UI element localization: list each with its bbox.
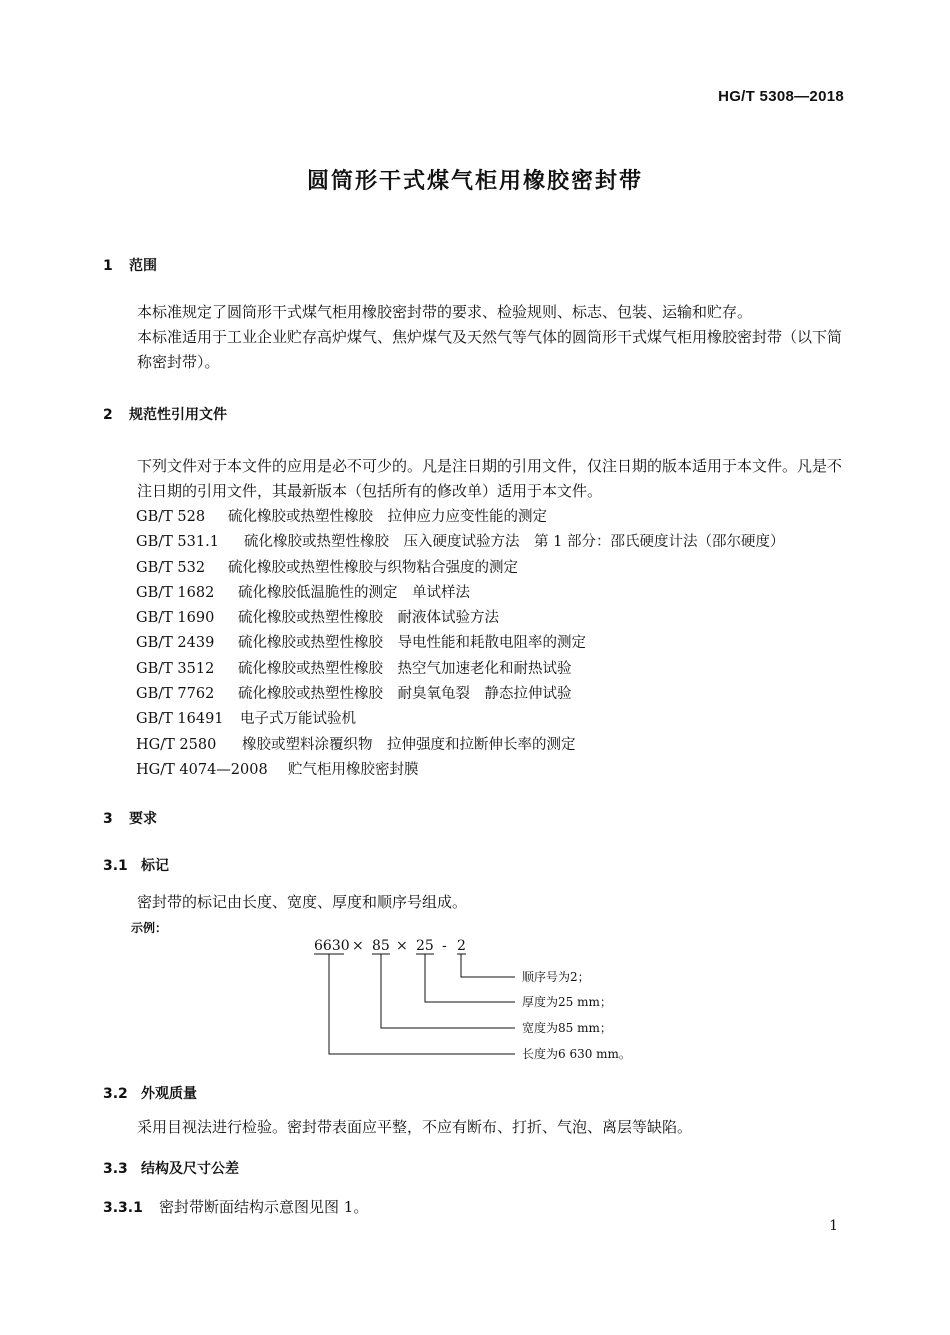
reference-title: 硫化橡胶低温脆性的测定 单试样法: [238, 584, 470, 601]
reference-code: GB/T 528: [136, 509, 206, 525]
leader-thickness: [425, 954, 515, 1002]
section-1-body: [103, 300, 848, 375]
section-3-2-body: [103, 1115, 848, 1140]
note-sequence: 顺序号为2；: [522, 970, 590, 984]
reference-title: 硫化橡胶或热塑性橡胶 热空气加速老化和耐热试验: [238, 660, 572, 677]
reference-list: [136, 505, 784, 783]
reference-title: 硫化橡胶或热塑性橡胶与织物粘合强度的测定: [228, 559, 518, 576]
standard-code: HG/T 5308—2018: [718, 88, 844, 105]
paragraph: 采用目视法进行检验。密封带表面应平整，不应有断布、打折、气泡、离层等缺陷。: [137, 1118, 693, 1136]
reference-item: [136, 530, 784, 555]
section-number: 1: [103, 258, 113, 274]
section-title: 外观质量: [141, 1086, 197, 1102]
section-3-1-body: [103, 890, 848, 915]
marking-sequence: 2: [457, 938, 466, 954]
section-title: 标记: [141, 858, 169, 874]
note-thickness: 厚度为25 mm；: [522, 995, 612, 1009]
marking-width: 85: [372, 938, 390, 954]
reference-code: GB/T 7762: [136, 686, 215, 703]
reference-item: [136, 657, 784, 682]
note-width: 宽度为85 mm；: [522, 1021, 612, 1035]
marking-example-diagram: [300, 932, 660, 1067]
section-number: 2: [103, 407, 113, 423]
reference-item: [136, 733, 784, 758]
section-3-3-heading: [103, 1158, 239, 1178]
reference-title: 硫化橡胶或热塑性橡胶 压入硬度试验方法 第 1 部分：邵氏硬度计法（邵尔硬度）: [244, 534, 785, 551]
reference-code: GB/T 16491: [136, 711, 224, 728]
reference-code: GB/T 531.1: [136, 534, 219, 551]
note-length: 长度为6 630 mm。: [522, 1047, 631, 1061]
leader-width: [381, 954, 515, 1028]
reference-title: 硫化橡胶或热塑性橡胶 拉伸应力应变性能的测定: [228, 509, 547, 525]
section-number: 3.3: [103, 1161, 128, 1177]
reference-code: HG/T 4074—2008: [136, 761, 268, 778]
leader-length: [329, 954, 515, 1054]
clause-text: 密封带断面结构示意图见图 1。: [159, 1198, 369, 1216]
section-2-heading: [103, 404, 227, 424]
paragraph: 本标准适用于工业企业贮存高炉煤气、焦炉煤气及天然气等气体的圆筒形干式煤气柜用橡胶密封带（以下简称密封带）。: [137, 328, 843, 371]
paragraph: 密封带的标记由长度、宽度、厚度和顺序号组成。: [137, 893, 468, 911]
paragraph: 本标准规定了圆筒形干式煤气柜用橡胶密封带的要求、检验规则、标志、包装、运输和贮存。: [137, 303, 753, 321]
section-number: 3.2: [103, 1086, 128, 1102]
paragraph: 下列文件对于本文件的应用是必不可少的。凡是注日期的引用文件，仅注日期的版本适用于本文件。凡是不注日期的引用文件，其最新版本（包括所有的修改单）适用于本文件。: [137, 457, 843, 500]
reference-item: [136, 631, 784, 656]
reference-item: [136, 682, 784, 707]
section-1-heading: [103, 255, 157, 275]
leader-sequence: [461, 954, 515, 977]
section-number: 3.3.1: [103, 1200, 143, 1216]
page-number: 1: [829, 1218, 838, 1234]
reference-item: [136, 581, 784, 606]
section-number: 3: [103, 811, 113, 827]
section-3-2-heading: [103, 1083, 197, 1103]
section-2-body: [103, 454, 848, 504]
reference-item: [136, 505, 784, 530]
reference-code: GB/T 1690: [136, 610, 215, 627]
marking-thickness: 25: [416, 938, 434, 954]
section-title: 规范性引用文件: [129, 407, 227, 423]
reference-code: GB/T 3512: [136, 660, 215, 677]
marking-length: 6630: [314, 938, 350, 954]
marking-multiply-sign: ×: [396, 938, 408, 954]
reference-code: GB/T 2439: [136, 635, 215, 652]
reference-item: [136, 707, 784, 732]
reference-title: 电子式万能试验机: [240, 711, 356, 728]
reference-title: 贮气柜用橡胶密封膜: [288, 761, 419, 778]
marking-multiply-sign: ×: [352, 938, 364, 954]
section-title: 范围: [129, 258, 157, 274]
section-3-1-heading: [103, 855, 169, 875]
reference-title: 硫化橡胶或热塑性橡胶 导电性能和耗散电阻率的测定: [238, 635, 586, 652]
marking-dash: -: [442, 938, 447, 954]
reference-item: [136, 758, 784, 783]
section-number: 3.1: [103, 858, 128, 874]
reference-code: HG/T 2580: [136, 736, 217, 753]
reference-title: 橡胶或塑料涂覆织物 拉伸强度和拉断伸长率的测定: [242, 736, 576, 753]
reference-item: [136, 606, 784, 631]
document-title: 圆筒形干式煤气柜用橡胶密封带: [306, 169, 643, 194]
section-3-heading: [103, 808, 157, 828]
reference-code: GB/T 532: [136, 559, 206, 576]
example-label: 示例：: [131, 921, 168, 935]
reference-title: 硫化橡胶或热塑性橡胶 耐液体试验方法: [238, 610, 499, 627]
section-3-3-1: [103, 1196, 368, 1217]
section-title: 要求: [129, 811, 157, 827]
section-title: 结构及尺寸公差: [141, 1161, 239, 1177]
reference-title: 硫化橡胶或热塑性橡胶 耐臭氧龟裂 静态拉伸试验: [238, 686, 572, 703]
reference-code: GB/T 1682: [136, 584, 215, 601]
reference-item: [136, 556, 784, 581]
